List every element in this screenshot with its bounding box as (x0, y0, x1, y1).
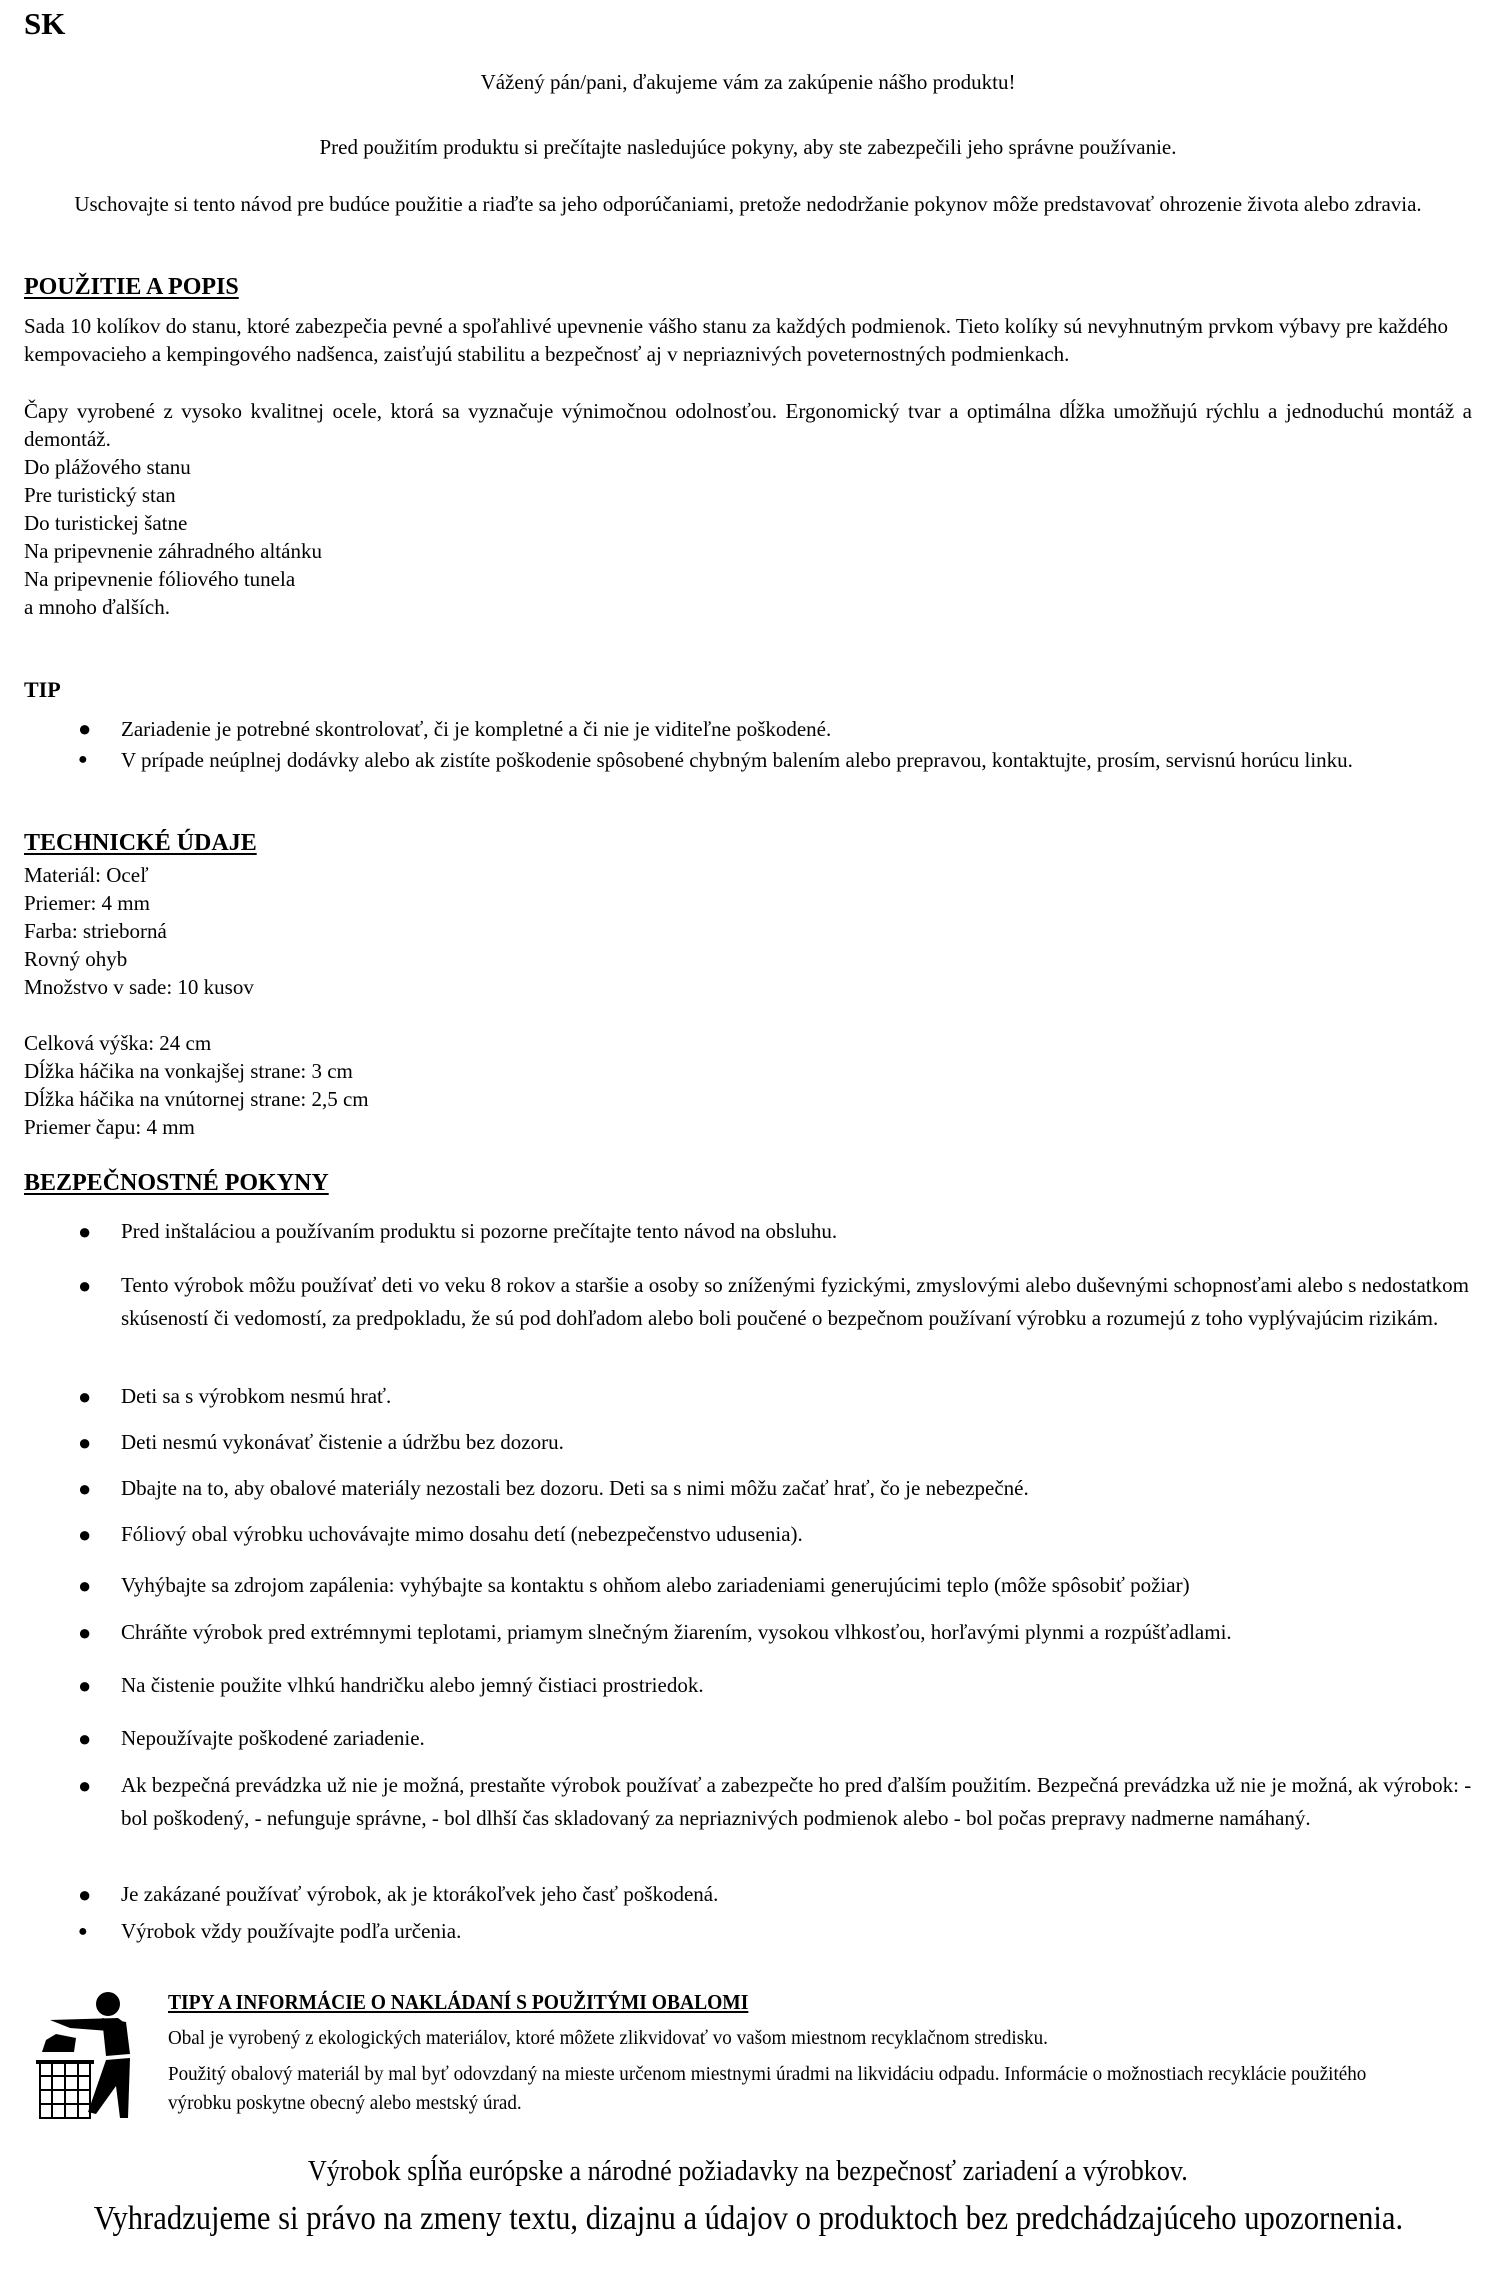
bullet-icon: ● (78, 1384, 92, 1409)
greeting: Vážený pán/pani, ďakujeme vám za zakúpenie nášho produktu! (480, 70, 1016, 94)
read-first-notice: Pred použitím produktu si prečítajte nasledujúce pokyny, aby ste zabezpečili jeho správne používanie. (319, 135, 1177, 159)
tip-heading: TIP (24, 677, 61, 702)
usage-heading: POUŽITIE A POPIS (24, 274, 239, 300)
safety-item: ● Chráňte výrobok pred extrémnymi teplotami, priamym slnečným žiarením, vysokou vlhkosťou, horľavými plynmi a rozpúšťadlami. (78, 1616, 1472, 1649)
dimension-item: Priemer čapu: 4 mm (24, 1115, 195, 1139)
usage-paragraph: Sada 10 kolíkov do stanu, ktoré zabezpečia pevné a spoľahlivé upevnenie vášho stanu za každých podmienok. Tieto kolíky sú nevyhnutným prvkom výbavy pre každého kempovacieho a kempingového nadšenca, zaisťujú stabilitu a bezpečnosť aj v nepriaznivých poveternostných podmienkach. (24, 314, 1448, 366)
safety-item: ● Ak bezpečná prevádzka už nie je možná, prestaňte výrobok používať a zabezpečte ho pred ďalším použitím. Bezpečná prevádzka už nie je možná, ak výrobok: - bol poškodený, - nefunguje správne, - bol dlhší čas skladovaný za nepriaznivých podmienok alebo - bol počas prepravy nadmerne namáhaný. (78, 1769, 1472, 1835)
language-code: SK (24, 6, 66, 41)
bullet-icon: ● (78, 1522, 92, 1547)
tip-item: ● V prípade neúplnej dodávky alebo ak zistíte poškodenie spôsobené chybným balením alebo prepravou, kontaktujte, prosím, servisnú horúcu linku. (78, 748, 1353, 772)
safety-item: ● Výrobok vždy používajte podľa určenia. (78, 1915, 1472, 1948)
bullet-icon: ● (78, 1273, 92, 1298)
bullet-icon: ● (78, 1430, 92, 1455)
bullet-icon: ● (78, 1573, 92, 1598)
spec-item: Farba: strieborná (24, 919, 167, 943)
safety-item: ● Deti sa s výrobkom nesmú hrať. (78, 1380, 1472, 1413)
specs-list (24, 861, 254, 1001)
spec-item: Materiál: Oceľ (24, 863, 149, 887)
bullet-icon: ● (78, 1726, 92, 1751)
safety-item: ● Tento výrobok môžu používať deti vo veku 8 rokov a staršie a osoby so zníženými fyzickými, zmyslovými alebo duševnými schopnosťami alebo s nedostatkom skúseností či vedomostí, za predpokladu, že sú pod dohľadom alebo boli poučené o bezpečnom používaní výrobku a rozumejú z toho vyplývajúcim rizikám. (78, 1269, 1472, 1335)
packaging-paragraph: Obal je vyrobený z ekologických materiálov, ktoré môžete zlikvidovať vo vašom miestnom recyklačnom stredisku. (168, 2027, 1048, 2049)
tip-item: ● Zariadenie je potrebné skontrolovať, či je kompletné a či nie je viditeľne poškodené. (78, 716, 832, 741)
packaging-paragraph: Použitý obalový materiál by mal byť odovzdaný na mieste určenom miestnymi úradmi na likvidáciu odpadu. Informácie o možnostiach recyklácie použitého výrobku poskytne obecný alebo mestský úrad. (168, 2063, 1367, 2114)
bullet-icon: ● (78, 1882, 92, 1907)
spec-item: Priemer: 4 mm (24, 891, 150, 915)
dimension-item: Dĺžka háčika na vonkajšej strane: 3 cm (24, 1059, 353, 1083)
technical-heading: TECHNICKÉ ÚDAJE (24, 830, 257, 856)
dimensions-list (24, 1029, 369, 1141)
dimension-item: Dĺžka háčika na vnútornej strane: 2,5 cm (24, 1087, 369, 1111)
bullet-icon: ● (78, 751, 88, 768)
uses-list-item: Pre turistický stan (24, 483, 176, 507)
safety-item: ● Pred inštaláciou a používaním produktu si pozorne prečítajte tento návod na obsluhu. (78, 1215, 1472, 1248)
bullet-icon: ● (78, 1673, 92, 1698)
bullet-icon: ● (78, 1219, 92, 1244)
safety-item: ● Deti nesmú vykonávať čistenie a údržbu bez dozoru. (78, 1426, 1472, 1459)
dimension-item: Celková výška: 24 cm (24, 1031, 212, 1055)
keep-manual-notice: Uschovajte si tento návod pre budúce použitie a riaďte sa jeho odporúčaniami, pretože nedodržanie pokynov môže predstavovať ohrozenie života alebo zdravia. (74, 192, 1422, 216)
uses-list (24, 453, 322, 621)
safety-item: ● Je zakázané používať výrobok, ak je ktorákoľvek jeho časť poškodená. (78, 1878, 1472, 1911)
safety-item: ● Vyhýbajte sa zdrojom zapálenia: vyhýbajte sa kontaktu s ohňom alebo zariadeniami generujúcimi teplo (môže spôsobiť požiar) (78, 1569, 1472, 1602)
bullet-icon: ● (78, 1923, 88, 1940)
dispose-in-bin-icon (30, 1990, 134, 2120)
packaging-heading: TIPY A INFORMÁCIE O NAKLÁDANÍ S POUŽITÝMI OBALOMI (168, 1990, 749, 2014)
uses-list-item: Na pripevnenie fóliového tunela (24, 567, 296, 591)
material-paragraph: Čapy vyrobené z vysoko kvalitnej ocele, ktorá sa vyznačuje výnimočnou odolnosťou. Ergonomický tvar a optimálna dĺžka umožňujú rýchlu a jednoduchú montáž a demontáž. (24, 399, 1472, 451)
spec-item: Množstvo v sade: 10 kusov (24, 975, 254, 999)
disclaimer: Vyhradzujeme si právo na zmeny textu, dizajnu a údajov o produktoch bez predchádzajúceho upozornenia. (93, 2200, 1403, 2237)
safety-item: ● Na čistenie použite vlhkú handričku alebo jemný čistiaci prostriedok. (78, 1669, 1472, 1702)
safety-item: ● Fóliový obal výrobku uchovávajte mimo dosahu detí (nebezpečenstvo udusenia). (78, 1518, 1472, 1551)
bullet-icon: ● (78, 1773, 92, 1798)
safety-item: ● Dbajte na to, aby obalové materiály nezostali bez dozoru. Deti sa s nimi môžu začať hrať, čo je nebezpečné. (78, 1472, 1472, 1505)
compliance-statement: Výrobok spĺňa európske a národné požiadavky na bezpečnosť zariadení a výrobkov. (308, 2155, 1188, 2187)
bullet-icon: ● (78, 1620, 92, 1645)
bullet-icon: ● (78, 716, 92, 741)
safety-item: ● Nepoužívajte poškodené zariadenie. (78, 1722, 1472, 1755)
uses-list-item: Na pripevnenie záhradného altánku (24, 539, 322, 563)
safety-heading: BEZPEČNOSTNÉ POKYNY (24, 1170, 329, 1196)
spec-item: Rovný ohyb (24, 947, 128, 971)
uses-list-item: Do turistickej šatne (24, 511, 188, 535)
uses-list-item: Do plážového stanu (24, 455, 191, 479)
bullet-icon: ● (78, 1476, 92, 1501)
uses-list-item: a mnoho ďalších. (24, 595, 170, 619)
